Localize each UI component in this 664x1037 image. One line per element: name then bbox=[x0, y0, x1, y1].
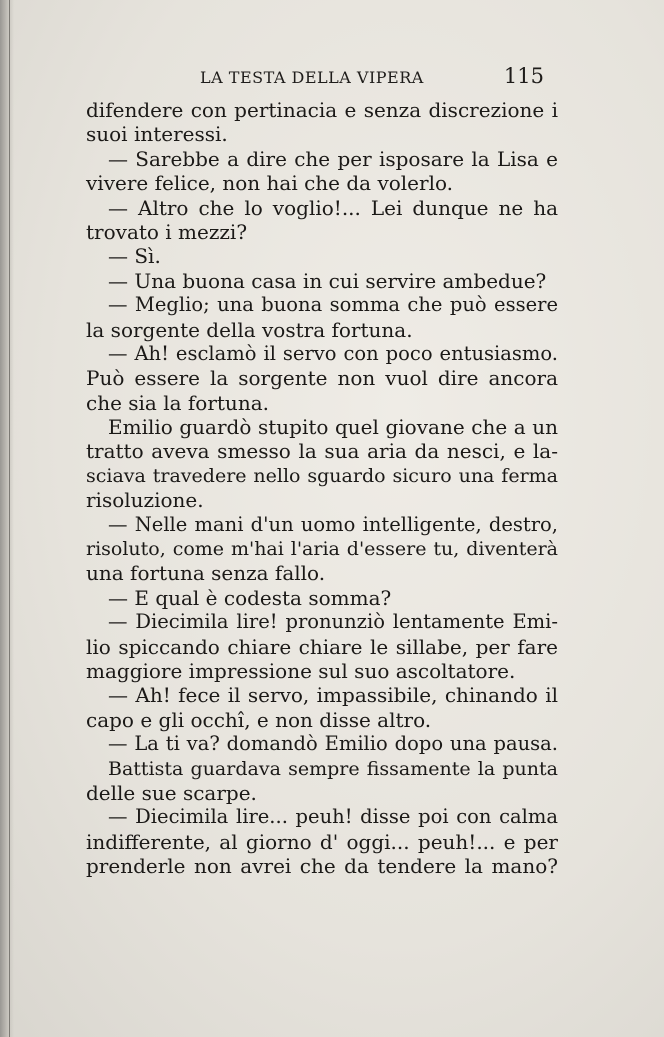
text-line: difendere con pertinacia e senza discrezione i bbox=[86, 98, 558, 122]
text-line: — Diecimila lire! pronunziò lentamente Emi- bbox=[108, 610, 558, 634]
page-number: 115 bbox=[503, 64, 544, 88]
text-line: la sorgente della vostra fortuna. bbox=[86, 317, 413, 342]
text-line: una fortuna senza fallo. bbox=[86, 561, 326, 586]
text-line: — Sì. bbox=[108, 244, 161, 269]
text-line: sciava travedere nello sguardo sicuro una ferma bbox=[86, 464, 558, 487]
text-line: lio spiccando chiare chiare le sillabe, per fare bbox=[86, 634, 558, 659]
binding-edge-line bbox=[9, 0, 10, 1037]
body-text bbox=[86, 98, 558, 879]
text-line: vivere felice, non hai che da volerlo. bbox=[86, 171, 454, 196]
text-line: — La ti va? domandò Emilio dopo una pausa. bbox=[108, 732, 558, 756]
text-line: — Altro che lo voglio!... Lei dunque ne ha bbox=[108, 195, 558, 220]
text-line: Emilio guardò stupito quel giovane che a un bbox=[108, 415, 558, 440]
text-line: — Diecimila lire... peuh! disse poi con calma bbox=[108, 805, 558, 829]
text-line: Battista guardava sempre fissamente la punta bbox=[108, 757, 558, 780]
text-line: — Ah! esclamò il servo con poco entusiasmo. bbox=[108, 341, 558, 365]
text-line: maggiore impressione sul suo ascoltatore. bbox=[86, 658, 516, 683]
binding-shadow bbox=[0, 0, 14, 1037]
text-line: tratto aveva smesso la sua aria da nesci, e la- bbox=[86, 439, 558, 464]
running-title: LA TESTA DELLA VIPERA bbox=[200, 68, 424, 87]
text-line: capo e gli occhî, e non disse altro. bbox=[86, 707, 432, 732]
text-line: prenderle non avrei che da tendere la mano? bbox=[86, 854, 558, 879]
text-line: che sia la fortuna. bbox=[86, 390, 269, 415]
text-line: Può essere la sorgente non vuol dire ancora bbox=[86, 366, 558, 391]
text-line: trovato i mezzi? bbox=[86, 219, 248, 244]
text-line: suoi interessi. bbox=[86, 122, 228, 147]
text-line: — Una buona casa in cui servire ambedue? bbox=[108, 268, 547, 293]
text-line: delle sue scarpe. bbox=[86, 780, 257, 805]
text-line: risoluzione. bbox=[86, 488, 204, 513]
text-line: risoluto, come m'hai l'aria d'essere tu, diventerà bbox=[86, 538, 558, 561]
text-line: — Meglio; una buona somma che può essere bbox=[108, 293, 558, 317]
text-line: indifferente, al giorno d' oggi... peuh!... e per bbox=[86, 829, 558, 854]
page-header bbox=[86, 64, 558, 94]
text-line: — E qual è codesta somma? bbox=[108, 585, 392, 610]
text-line: — Sarebbe a dire che per isposare la Lisa e bbox=[108, 146, 558, 171]
text-line: — Nelle mani d'un uomo intelligente, destro, bbox=[108, 512, 558, 536]
text-line: — Ah! fece il servo, impassibile, chinando il bbox=[108, 683, 558, 708]
